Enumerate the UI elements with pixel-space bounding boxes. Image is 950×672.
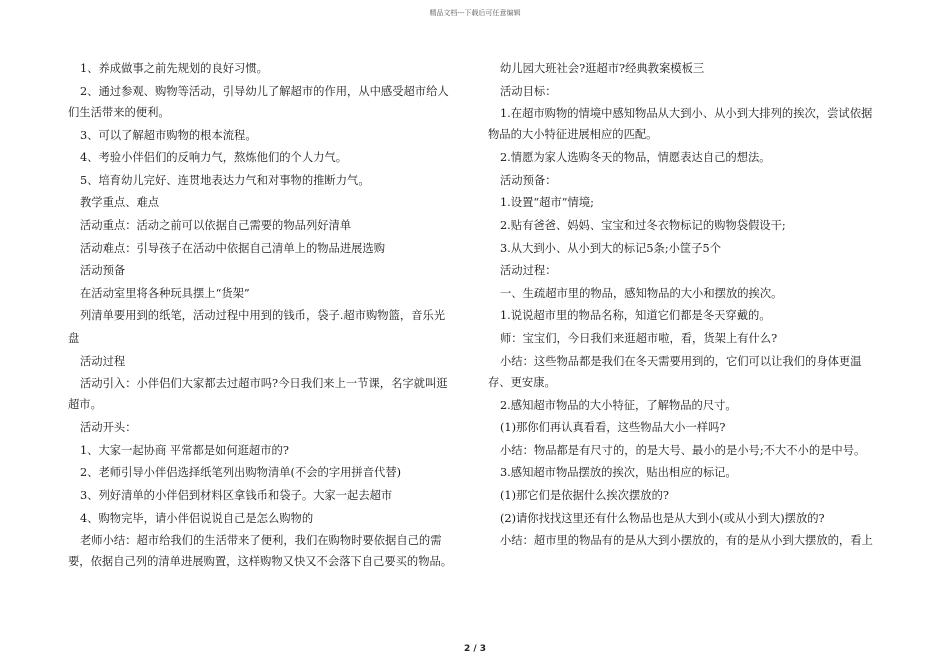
paragraph: 4、考验小伴侣们的反响力气，熬炼他们的个人力气。	[80, 151, 348, 165]
paragraph: 一、生疏超市里的物品，感知物品的大小和摆放的挨次。	[500, 286, 783, 300]
paragraph: 1、大家一起协商 平常都是如何逛超市的?	[80, 443, 289, 457]
paragraph: 1、养成做事之前先规划的良好习惯。	[80, 62, 268, 75]
paragraph: (2)请你找找这里还有什么物品也是从大到小(或从小到大)摆放的?	[500, 511, 825, 525]
section-title: 幼儿园大班社会?逛超市?经典教案模板三	[500, 62, 705, 75]
paragraph: 2.贴有爸爸、妈妈、宝宝和过冬衣物标记的购物袋假设干;	[500, 218, 786, 232]
paragraph: 2、老师引导小伴侣选择纸笔列出购物清单(不会的字用拼音代替)	[80, 466, 402, 480]
paragraph: 老师小结：超市给我们的生活带来了便利，我们在购物时要依据自己的需要，依据自己列的清单进展购置，这样购物又快又不会落下自己要买的物品。	[68, 534, 453, 569]
paragraph: (1)那它们是依据什么挨次摆放的?	[500, 488, 669, 502]
paragraph: 活动难点：引导孩子在活动中依据自己清单上的物品进展选购	[80, 241, 386, 255]
paragraph: 5、培育幼儿完好、连贯地表达力气和对事物的推断力气。	[80, 173, 370, 187]
left-column	[68, 58, 453, 574]
paragraph: 3.从大到小、从小到大的标记5条;小筐子5个	[500, 241, 722, 255]
paragraph: 小结：这些物品都是我们在冬天需要用到的，它们可以让我们的身体更温存、更安康。	[488, 354, 862, 389]
paragraph: 列清单要用到的纸笔，活动过程中用到的钱币，袋子.超市购物篮，音乐光盘	[68, 309, 446, 345]
paragraph: 3、可以了解超市购物的根本流程。	[80, 128, 257, 142]
paragraph: 1.说说超市里的物品名称，知道它们都是冬天穿戴的。	[500, 309, 771, 323]
paragraph: 小结：超市里的物品有的是从大到小摆放的，有的是从小到大摆放的，看上	[500, 534, 873, 548]
section-heading: 活动目标：	[500, 84, 557, 98]
paragraph: 活动引入：小伴侣们大家都去过超市吗?今日我们来上一节课，名字就叫逛超市。	[68, 377, 448, 412]
paragraph: 2.感知超市物品的大小特征，了解物品的尺寸。	[500, 398, 737, 412]
paragraph: 2、通过参观、购物等活动，引导幼儿了解超市的作用，从中感受超市给人们生活带来的便利。	[68, 84, 449, 119]
section-heading: 教学重点、难点	[80, 196, 160, 210]
section-heading: 活动过程	[80, 354, 126, 368]
paragraph: 1.设置“超市”情境;	[500, 196, 594, 210]
paragraph: 2.情愿为家人选购冬天的物品，情愿表达自己的想法。	[500, 151, 771, 165]
paragraph: (1)那你们再认真看看，这些物品大小一样吗?	[500, 421, 726, 435]
section-heading: 活动预备：	[500, 173, 557, 187]
page-header: 精品文档---下载后可任意编辑	[429, 9, 521, 17]
paragraph: 3.感知超市物品摆放的挨次，贴出相应的标记。	[500, 466, 737, 480]
paragraph: 4、购物完毕，请小伴侣说说自己是怎么购物的	[80, 511, 314, 525]
section-heading: 活动预备	[80, 264, 126, 278]
section-heading: 活动过程：	[500, 264, 557, 278]
section-heading: 活动开头：	[80, 421, 137, 435]
paragraph: 1.在超市购物的情境中感知物品从大到小、从小到大排列的挨次，尝试依据物品的大小特征进展相应的匹配。	[488, 107, 873, 142]
paragraph: 3、列好清单的小伴侣到材料区拿钱币和袋子。大家一起去超市	[80, 488, 393, 502]
right-column	[488, 58, 878, 553]
paragraph: 小结：物品都是有尺寸的，的是大号、最小的是小号;不大不小的是中号。	[500, 443, 866, 457]
page-number: 2 / 3	[463, 644, 487, 654]
paragraph: 活动重点：活动之前可以依据自己需要的物品列好清单	[80, 218, 352, 232]
paragraph: 在活动室里将各种玩具摆上“货架”	[80, 286, 250, 300]
paragraph: 师：宝宝们，今日我们来逛超市啦，看，货架上有什么?	[500, 331, 778, 345]
